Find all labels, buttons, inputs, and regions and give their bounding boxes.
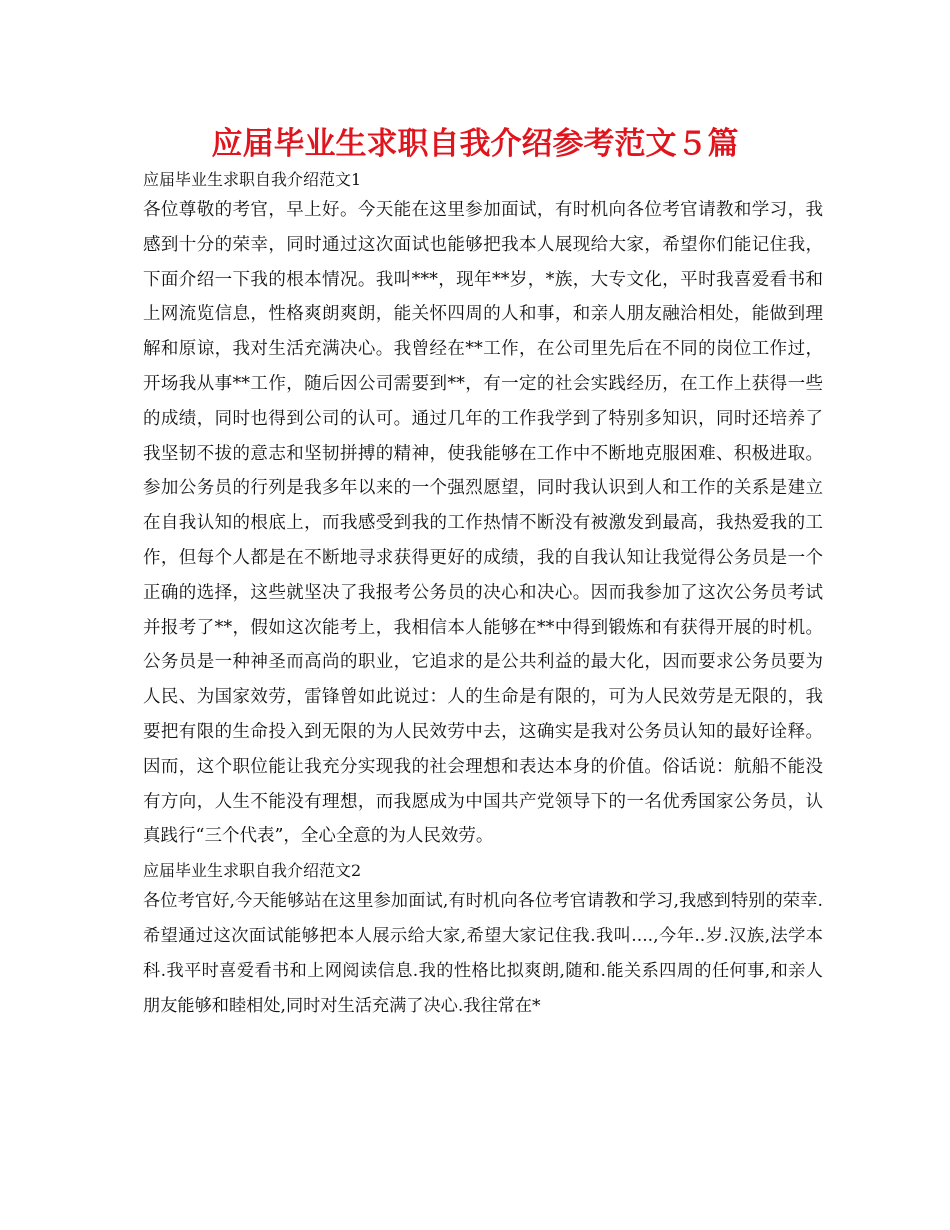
document-title: 应届毕业生求职自我介绍参考范文５篇 (211, 126, 739, 162)
document-content (143, 167, 823, 1023)
section-heading-1: 应届毕业生求职自我介绍范文1 (143, 170, 362, 189)
section-heading-2: 应届毕业生求职自我介绍范文2 (143, 861, 362, 881)
section-body-2: 各位考官好,今天能够站在这里参加面试,有时机向各位考官请教和学习,我感到特别的荣幸.希望通过这次面试能够把本人展示给大家,希望大家记住我.我叫....,今年..岁.汉族,法学本科.我平时喜爱看书和上网阅读信息.我的性格比拟爽朗,随和.能关系四周的任何事,和亲人朋友能够和睦相处,同时对生活充满了决心.我往常在* (143, 891, 823, 1016)
section-body-1: 各位尊敬的考官，早上好。今天能在这里参加面试，有时机向各位考官请教和学习，我感到十分的荣幸，同时通过这次面试也能够把我本人展现给大家，希望你们能记住我，下面介绍一下我的根本情况。我叫***，现年**岁，*族，大专文化，平时我喜爱看书和上网流览信息，性格爽朗爽朗，能关怀四周的人和事，和亲人朋友融洽相处，能做到理解和原谅，我对生活充满决心。我曾经在**工作，在公司里先后在不同的岗位工作过，开场我从事**工作，随后因公司需要到**，有一定的社会实践经历，在工作上获得一些的成绩，同时也得到公司的认可。通过几年的工作我学到了特别多知识，同时还培养了我坚韧不拔的意志和坚韧拼搏的精神，使我能够在工作中不断地克服困难、积极进取。参加公务员的行列是我多年以来的一个强烈愿望，同时我认识到人和工作的关系是建立在自我认知的根底上，而我感受到我的工作热情不断没有被激发到最高，我热爱我的工作，但每个人都是在不断地寻求获得更好的成绩，我的自我认知让我觉得公务员是一个正确的选择，这些就坚决了我报考公务员的决心和决心。因而我参加了这次公务员考试并报考了**，假如这次能考上，我相信本人能够在**中得到锻炼和有获得开展的时机。公务员是一种神圣而高尚的职业，它追求的是公共利益的最大化，因而要求公务员要为人民、为国家效劳，雷锋曾如此说过：人的生命是有限的，可为人民效劳是无限的，我要把有限的生命投入到无限的为人民效劳中去，这确实是我对公务员认知的最好诠释。因而，这个职位能让我充分实现我的社会理想和表达本身的价值。俗话说：航船不能没有方向，人生不能没有理想，而我愿成为中国共产党领导下的一名优秀国家公务员，认真践行“三个代表”，全心全意的为人民效劳。 (143, 200, 823, 847)
